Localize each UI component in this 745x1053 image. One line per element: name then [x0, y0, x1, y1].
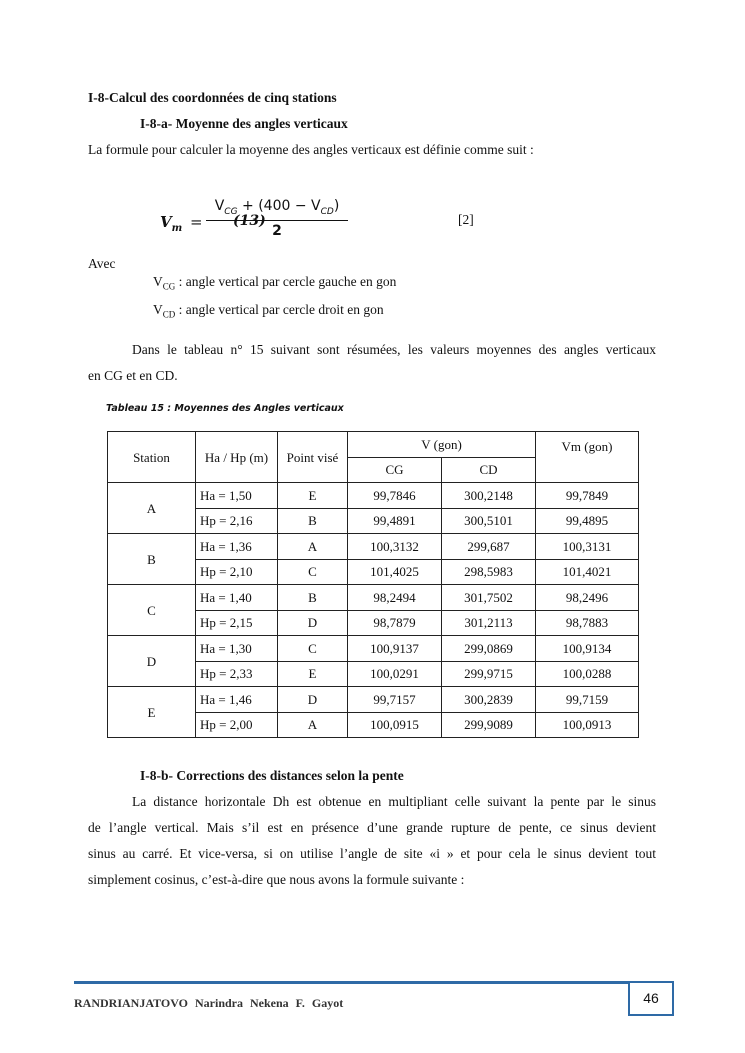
- formula-fraction: [206, 198, 348, 239]
- height-cell: Ha = 1,46: [196, 687, 278, 713]
- point-cell: B: [278, 585, 348, 611]
- definition-vcd: $V_{CD}$ : angle vertical par cercle droit en gon: [153, 302, 384, 320]
- table-row: [108, 585, 639, 611]
- cg-cell: 101,4025: [348, 559, 442, 585]
- cg-cell: 98,2494: [348, 585, 442, 611]
- section-title: I-8-Calcul des coordonnées de cinq stations: [88, 90, 337, 105]
- cg-cell: 100,3132: [348, 534, 442, 560]
- table-row: [108, 534, 639, 560]
- paragraph-line: Dans le tableau n° 15 suivant sont résumées, les valeurs moyennes des angles verticaux: [132, 342, 656, 357]
- table-caption: Tableau 15 : Moyennes des Angles verticaux: [106, 403, 344, 414]
- vertical-angles-table: [107, 431, 639, 738]
- vm-cell: 99,7159: [536, 687, 639, 713]
- cg-cell: 99,7846: [348, 483, 442, 509]
- cg-cell: 100,0291: [348, 661, 442, 687]
- vm-cell: 99,7849: [536, 483, 639, 509]
- height-cell: Hp = 2,33: [196, 661, 278, 687]
- station-cell: E: [108, 687, 196, 738]
- paragraph-line: en CG et en CD.: [88, 368, 178, 383]
- cg-cell: 100,9137: [348, 636, 442, 662]
- station-cell: D: [108, 636, 196, 687]
- station-cell: A: [108, 483, 196, 534]
- cd-cell: 298,5983: [442, 559, 536, 585]
- cg-cell: 100,0915: [348, 712, 442, 738]
- vm-cell: 100,0913: [536, 712, 639, 738]
- vm-cell: 100,9134: [536, 636, 639, 662]
- header-cg: CG: [348, 457, 442, 483]
- header-vm-gon: Vm (gon): [536, 432, 639, 483]
- vm-cell: 98,7883: [536, 610, 639, 636]
- height-cell: Ha = 1,40: [196, 585, 278, 611]
- table-row: [108, 687, 639, 713]
- equation-number: (13): [233, 213, 266, 229]
- header-point-vise: Point visé: [278, 432, 348, 483]
- formula-numerator: $V_{CG} + (400 - V_{CD})$: [214, 198, 340, 217]
- point-cell: A: [278, 534, 348, 560]
- point-cell: E: [278, 483, 348, 509]
- height-cell: Hp = 2,15: [196, 610, 278, 636]
- header-station: Station: [108, 432, 196, 483]
- table-header-row: [108, 432, 639, 458]
- cd-cell: 299,9089: [442, 712, 536, 738]
- cg-cell: 99,4891: [348, 508, 442, 534]
- page-number: 46: [628, 981, 674, 1016]
- cd-cell: 301,7502: [442, 585, 536, 611]
- vm-cell: 98,2496: [536, 585, 639, 611]
- point-cell: E: [278, 661, 348, 687]
- cd-cell: 299,9715: [442, 661, 536, 687]
- point-cell: C: [278, 636, 348, 662]
- point-cell: B: [278, 508, 348, 534]
- cd-cell: 301,2113: [442, 610, 536, 636]
- cg-cell: 98,7879: [348, 610, 442, 636]
- height-cell: Ha = 1,50: [196, 483, 278, 509]
- paragraph-line: sinus au carré. Et vice-versa, si on utilise l’angle de site «i » et pour cela le sinus devient tout: [88, 846, 656, 861]
- height-cell: Ha = 1,30: [196, 636, 278, 662]
- vm-cell: 100,0288: [536, 661, 639, 687]
- formula-lhs: $V_m$: [160, 213, 183, 234]
- formula-equals: =: [190, 213, 203, 231]
- height-cell: Hp = 2,00: [196, 712, 278, 738]
- table-row: [108, 483, 639, 509]
- avec-label: Avec: [88, 256, 116, 271]
- cd-cell: 300,2839: [442, 687, 536, 713]
- point-cell: D: [278, 687, 348, 713]
- footer-author: RANDRIANJATOVO Narindra Nekena F. Gayot: [74, 996, 344, 1010]
- height-cell: Hp = 2,16: [196, 508, 278, 534]
- cg-cell: 99,7157: [348, 687, 442, 713]
- formula-denominator: 2: [272, 222, 282, 239]
- paragraph-line: de l’angle vertical. Mais s’il est en présence d’une grande rupture de pente, ce sinus devient: [88, 820, 656, 835]
- header-ha-hp: Ha / Hp (m): [196, 432, 278, 483]
- header-cd: CD: [442, 457, 536, 483]
- station-cell: B: [108, 534, 196, 585]
- cd-cell: 299,687: [442, 534, 536, 560]
- height-cell: Ha = 1,36: [196, 534, 278, 560]
- paragraph-line: simplement cosinus, c’est-à-dire que nous avons la formule suivante :: [88, 872, 465, 887]
- intro-text: La formule pour calculer la moyenne des angles verticaux est définie comme suit :: [88, 142, 534, 157]
- station-cell: C: [108, 585, 196, 636]
- fraction-bar: [206, 220, 348, 221]
- reference-citation: [2]: [458, 212, 474, 227]
- definition-vcg: $V_{CG}$ : angle vertical par cercle gauche en gon: [153, 274, 397, 292]
- vm-cell: 100,3131: [536, 534, 639, 560]
- cd-cell: 299,0869: [442, 636, 536, 662]
- header-v-gon: V (gon): [348, 432, 536, 458]
- subsection-title-a: I-8-a- Moyenne des angles verticaux: [140, 116, 348, 131]
- point-cell: A: [278, 712, 348, 738]
- height-cell: Hp = 2,10: [196, 559, 278, 585]
- vm-cell: 101,4021: [536, 559, 639, 585]
- table-row: [108, 636, 639, 662]
- point-cell: D: [278, 610, 348, 636]
- footer-rule: [74, 981, 674, 984]
- point-cell: C: [278, 559, 348, 585]
- paragraph-line: La distance horizontale Dh est obtenue en multipliant celle suivant la pente par le sinus: [132, 794, 656, 809]
- subsection-title-b: I-8-b- Corrections des distances selon la pente: [140, 768, 404, 783]
- cd-cell: 300,2148: [442, 483, 536, 509]
- vm-cell: 99,4895: [536, 508, 639, 534]
- cd-cell: 300,5101: [442, 508, 536, 534]
